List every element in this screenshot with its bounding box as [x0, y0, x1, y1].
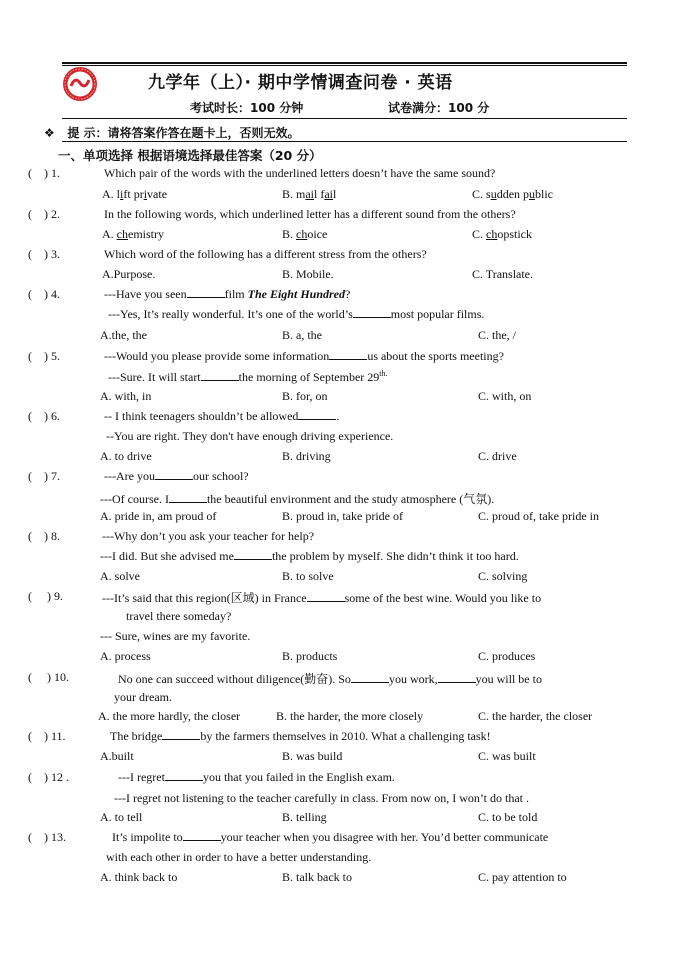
option-a[interactable]: A. think back to [100, 870, 178, 884]
question-text-cont: travel there someday? [126, 609, 232, 623]
option-b[interactable]: B. for, on [282, 389, 328, 403]
option-a[interactable]: A. the more hardly, the closer [98, 709, 241, 723]
answer-bracket[interactable]: ( ) 11. [28, 729, 66, 743]
question-text-cont: with each other in order to have a better understanding. [106, 850, 372, 864]
option-c[interactable]: C. produces [478, 649, 536, 663]
exam-duration: 考试时长：100 分钟 [190, 101, 304, 115]
option-b[interactable]: B. to solve [282, 569, 334, 583]
answer-blank [329, 349, 367, 360]
question-text: ---It’s said that this region(区域) in France some of the best wine. Would you like to [102, 591, 542, 605]
school-logo [62, 66, 98, 102]
question-text-cont: your dream. [114, 690, 172, 704]
dialogue-line: --- Sure, wines are my favorite. [100, 629, 251, 643]
question-text: -- I think teenagers shouldn’t be allowed . [104, 409, 340, 423]
answer-blank [187, 287, 225, 298]
option-b[interactable]: B. was build [282, 749, 343, 763]
answer-blank [165, 770, 203, 781]
dialogue-line: ---Of course. I the beautiful environment and the study atmosphere (气氛). [100, 492, 495, 506]
option-b[interactable]: B. Mobile. [282, 267, 334, 281]
option-a[interactable]: A.the, the [100, 328, 147, 342]
option-a[interactable]: A. process [100, 649, 151, 663]
question-text: The bridge by the farmers themselves in 2010. What a challenging task! [110, 729, 491, 743]
dialogue-line: ---I did. But she advised me the problem by myself. She didn’t think it too hard. [100, 549, 519, 563]
dialogue-line: ---Sure. It will start the morning of September $29^{th.}$ [108, 369, 388, 384]
answer-blank [351, 672, 389, 683]
option-b[interactable]: B. the harder, the more closely [276, 709, 424, 723]
answer-blank [162, 729, 200, 740]
answer-bracket[interactable]: ( ) 2. [28, 207, 60, 221]
option-b[interactable]: B. choice [282, 227, 328, 241]
section-heading: 一、单项选择 根据语境选择最佳答案（20 分） [58, 148, 322, 163]
question-text: ---Are you our school? [104, 469, 249, 483]
answer-blank [183, 830, 221, 841]
option-a[interactable]: A. to tell [100, 810, 143, 824]
option-c[interactable]: C. to be told [478, 810, 538, 824]
question-text: ---Would you please provide some information us about the sports meeting? [104, 349, 504, 363]
answer-blank [353, 307, 391, 318]
option-c[interactable]: C. chopstick [472, 227, 533, 241]
tip-divider [62, 141, 627, 142]
tip-label: 提 示： [67, 126, 108, 140]
page-title: 九学年（上）· 期中学情调查问卷 · 英语 [148, 73, 453, 93]
header-top-rule [62, 62, 627, 64]
option-a[interactable]: A. solve [100, 569, 140, 583]
answer-bracket[interactable]: ( ) 7. [28, 469, 60, 483]
option-a[interactable]: A. to drive [100, 449, 152, 463]
option-c[interactable]: C. the, / [478, 328, 516, 342]
header-top-rule-thin [62, 65, 627, 66]
answer-blank [234, 549, 272, 560]
option-c[interactable]: C. solving [478, 569, 528, 583]
option-c[interactable]: C. the harder, the closer [478, 709, 593, 723]
option-a[interactable]: A. lift private [102, 187, 168, 201]
option-c[interactable]: C. was built [478, 749, 536, 763]
answer-bracket[interactable]: ( ) 6. [28, 409, 60, 423]
option-a[interactable]: A. with, in [100, 389, 152, 403]
answer-bracket[interactable]: ( ) 3. [28, 247, 60, 261]
option-b[interactable]: B. proud in, take pride of [282, 509, 403, 523]
option-b[interactable]: B. mail fail [282, 187, 337, 201]
option-c[interactable]: C. drive [478, 449, 517, 463]
dialogue-line: --You are right. They don't have enough driving experience. [106, 429, 394, 443]
header-divider [62, 118, 627, 119]
answer-blank [169, 492, 207, 503]
answer-bracket[interactable]: ( ) 10. [28, 670, 69, 684]
dialogue-line: ---Yes, It’s really wonderful. It’s one of the world’s most popular films. [108, 307, 485, 321]
question-text: Which pair of the words with the underlined letters doesn’t have the same sound? [104, 166, 496, 180]
answer-bracket[interactable]: ( ) 9. [28, 589, 63, 603]
question-text: ---I regret you that you failed in the English exam. [118, 770, 395, 784]
dialogue-line: ---I regret not listening to the teacher carefully in class. From now on, I won’t do that . [114, 791, 529, 805]
diamond-bullet-icon: ❖ [44, 126, 55, 140]
answer-blank [438, 672, 476, 683]
question-text: It’s impolite to your teacher when you disagree with her. You’d better communicate [112, 830, 549, 844]
option-b[interactable]: B. a, the [282, 328, 322, 342]
question-text: Which word of the following has a different stress from the others? [104, 247, 427, 261]
full-score: 试卷满分：100 分 [388, 101, 490, 115]
answer-bracket[interactable]: ( ) 13. [28, 830, 66, 844]
question-text: No one can succeed without diligence(勤奋). So you work, you will be to [118, 672, 542, 686]
question-text: ---Have you seen film The Eight Hundred? [104, 287, 351, 301]
option-c[interactable]: C. sudden public [472, 187, 554, 201]
tip-line [44, 124, 300, 141]
question-text: In the following words, which underlined letter has a different sound from the others? [104, 207, 516, 221]
tip-text: 请将答案作答在题卡上，否则无效。 [107, 126, 300, 140]
option-a[interactable]: A.built [100, 749, 134, 763]
answer-bracket[interactable]: ( ) 5. [28, 349, 60, 363]
question-text: ---Why don’t you ask your teacher for help? [102, 529, 315, 543]
option-b[interactable]: B. products [282, 649, 338, 663]
option-a[interactable]: A. chemistry [102, 227, 164, 241]
answer-bracket[interactable]: ( ) 4. [28, 287, 60, 301]
answer-blank [201, 370, 239, 381]
option-a[interactable]: A.Purpose. [102, 267, 156, 281]
option-a[interactable]: A. pride in, am proud of [100, 509, 217, 523]
option-b[interactable]: B. driving [282, 449, 331, 463]
answer-bracket[interactable]: ( ) 8. [28, 529, 60, 543]
answer-bracket[interactable]: ( ) 1. [28, 166, 60, 180]
answer-blank [307, 591, 345, 602]
option-b[interactable]: B. talk back to [282, 870, 352, 884]
option-c[interactable]: C. proud of, take pride in [478, 509, 599, 523]
answer-blank [298, 409, 336, 420]
option-c[interactable]: C. with, on [478, 389, 532, 403]
answer-blank [155, 469, 193, 480]
option-c[interactable]: C. Translate. [472, 267, 534, 281]
answer-bracket[interactable]: ( ) 12 . [28, 770, 69, 784]
option-c[interactable]: C. pay attention to [478, 870, 567, 884]
option-b[interactable]: B. telling [282, 810, 327, 824]
